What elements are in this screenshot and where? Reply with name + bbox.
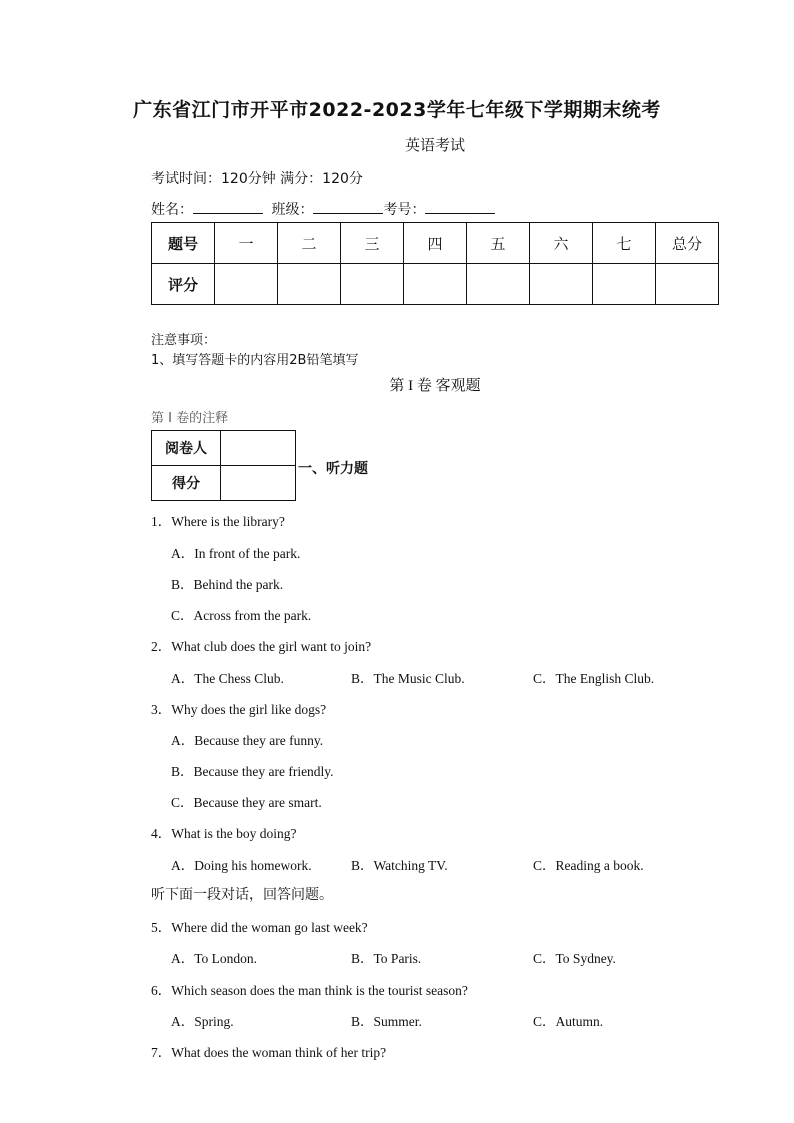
- score-cell[interactable]: [593, 264, 656, 305]
- question-2-stem: 2．What club does the girl want to join?: [151, 639, 372, 654]
- section-score-label: 得分: [152, 466, 221, 501]
- question-5-stem: 5．Where did the woman go last week?: [151, 920, 368, 935]
- score-col-6: 六: [530, 223, 593, 264]
- exam-info: 考试时间：120分钟 满分：120分: [151, 171, 363, 187]
- score-cell[interactable]: [278, 264, 341, 305]
- class-field[interactable]: [313, 199, 383, 214]
- question-1-stem: 1．Where is the library?: [151, 514, 285, 529]
- question-4-option-c[interactable]: C．Reading a book.: [533, 858, 644, 873]
- question-6-stem: 6．Which season does the man think is the tourist season?: [151, 983, 468, 998]
- score-col-total: 总分: [656, 223, 719, 264]
- score-col-3: 三: [341, 223, 404, 264]
- score-label: 评分: [152, 264, 215, 305]
- question-5-option-b[interactable]: B．To Paris.: [351, 951, 422, 966]
- score-cell[interactable]: [656, 264, 719, 305]
- question-1-option-c[interactable]: C．Across from the park.: [171, 608, 312, 623]
- grader-label: 阅卷人: [152, 431, 221, 466]
- question-4-option-b[interactable]: B．Watching TV.: [351, 858, 448, 873]
- score-table: [151, 222, 719, 305]
- question-5-option-c[interactable]: C．To Sydney.: [533, 951, 616, 966]
- score-cell[interactable]: [467, 264, 530, 305]
- student-info-row: [151, 199, 495, 219]
- question-6-option-a[interactable]: A．Spring.: [171, 1014, 234, 1029]
- question-2-option-c[interactable]: C．The English Club.: [533, 671, 655, 686]
- id-field[interactable]: [425, 199, 495, 214]
- score-cell[interactable]: [404, 264, 467, 305]
- question-1-option-b[interactable]: B．Behind the park.: [171, 577, 284, 592]
- name-field[interactable]: [193, 199, 263, 214]
- id-label: 考号：: [383, 202, 426, 218]
- grader-table: [151, 430, 296, 501]
- question-4-stem: 4．What is the boy doing?: [151, 826, 297, 841]
- score-col-5: 五: [467, 223, 530, 264]
- question-1-option-a[interactable]: A．In front of the park.: [171, 546, 301, 561]
- dialog-instruction: 听下面一段对话，回答问题。: [151, 887, 333, 903]
- score-table-header-row: [152, 223, 719, 264]
- question-3-option-a[interactable]: A．Because they are funny.: [171, 733, 324, 748]
- part1-note: 第 I 卷的注释: [151, 411, 229, 426]
- score-col-2: 二: [278, 223, 341, 264]
- question-4-option-a[interactable]: A．Doing his homework.: [171, 858, 312, 873]
- question-6-option-c[interactable]: C．Autumn.: [533, 1014, 604, 1029]
- name-label: 姓名：: [151, 202, 193, 218]
- grader-box[interactable]: [221, 431, 296, 466]
- notes-item-1: 1、填写答题卡的内容用2B铅笔填写: [151, 353, 359, 368]
- question-3-stem: 3．Why does the girl like dogs?: [151, 702, 327, 717]
- question-6-option-b[interactable]: B．Summer.: [351, 1014, 422, 1029]
- notes-heading: 注意事项：: [151, 333, 217, 348]
- score-table-score-row: [152, 264, 719, 305]
- section-score-box[interactable]: [221, 466, 296, 501]
- question-number-label: 题号: [152, 223, 215, 264]
- question-2-option-b[interactable]: B．The Music Club.: [351, 671, 465, 686]
- question-7-stem: 7．What does the woman think of her trip?: [151, 1045, 387, 1060]
- question-5-option-a[interactable]: A．To London.: [171, 951, 258, 966]
- score-cell[interactable]: [530, 264, 593, 305]
- part1-title: 第 I 卷 客观题: [389, 378, 481, 394]
- score-col-1: 一: [215, 223, 278, 264]
- question-2-option-a[interactable]: A．The Chess Club.: [171, 671, 284, 686]
- question-3-option-c[interactable]: C．Because they are smart.: [171, 795, 322, 810]
- score-col-7: 七: [593, 223, 656, 264]
- section-listening-heading: 一、听力题: [298, 461, 368, 477]
- class-label: 班级：: [271, 202, 314, 218]
- score-col-4: 四: [404, 223, 467, 264]
- score-cell[interactable]: [341, 264, 404, 305]
- question-3-option-b[interactable]: B．Because they are friendly.: [171, 764, 334, 779]
- exam-title: 广东省江门市开平市2022-2023学年七年级下学期期末统考: [133, 99, 661, 121]
- score-cell[interactable]: [215, 264, 278, 305]
- exam-subtitle: 英语考试: [404, 136, 465, 154]
